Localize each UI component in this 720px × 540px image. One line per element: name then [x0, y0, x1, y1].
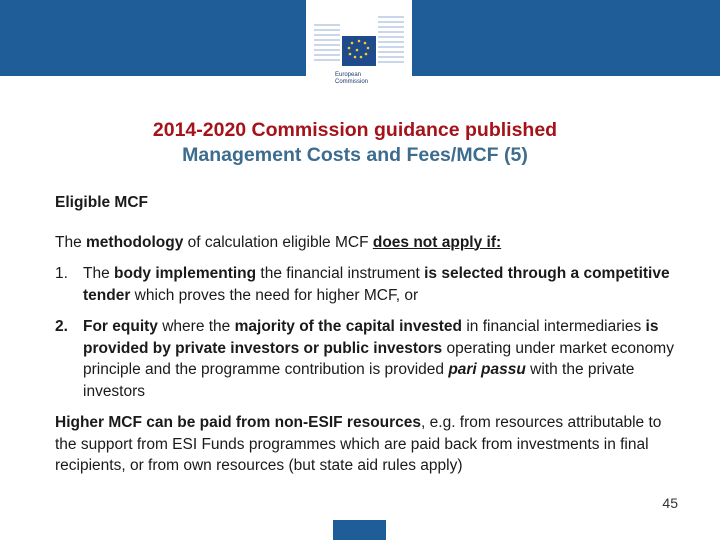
item-bold: majority of the capital invested [234, 318, 463, 335]
intro-paragraph [55, 232, 685, 254]
logo-line-2: Commission [335, 79, 369, 85]
item-text: operating under market economy principle and the programme contribution is provided [83, 339, 674, 378]
intro-text: of calculation eligible MCF [183, 233, 373, 251]
list-item [55, 316, 685, 402]
list-item [55, 263, 685, 306]
item-bold-italic: pari passu [448, 361, 526, 378]
intro-bold-methodology: methodology [86, 233, 184, 251]
item-bold: body implementing [114, 265, 257, 282]
closing-bold: Higher MCF can be paid from non-ESIF resources [55, 414, 422, 431]
section-heading: Eligible MCF [55, 194, 148, 211]
list-number: 2. [55, 318, 68, 335]
footer-flag [333, 520, 386, 540]
page-number: 45 [662, 495, 678, 511]
item-bold: is selected through a competitive tender [83, 265, 670, 304]
condition-list [55, 263, 685, 402]
item-bold: is provided by private investors or public investors [83, 318, 659, 357]
item-text: which proves the need for higher MCF, or [130, 286, 419, 304]
logo-line-1: European [335, 72, 362, 78]
title-line-1: 2014-2020 Commission guidance published [152, 119, 558, 141]
commission-logo [306, 0, 412, 100]
intro-text: The [55, 233, 87, 251]
item-text: with the private investors [83, 361, 635, 400]
item-text: in financial intermediaries [462, 318, 646, 335]
list-number: 1. [55, 265, 68, 282]
commission-building-icon [312, 6, 406, 68]
closing-paragraph [55, 412, 685, 477]
item-text: where the [157, 318, 235, 335]
title-line-2: Management Costs and Fees/MCF (5) [182, 144, 528, 166]
intro-bold-underline: does not apply if: [372, 233, 502, 251]
item-text: The [83, 265, 115, 282]
item-text: the financial instrument [256, 265, 425, 282]
item-bold: For equity [83, 318, 158, 335]
slide-title [0, 118, 710, 168]
slide-body [55, 192, 685, 477]
closing-text: , e.g. from resources attributable to the support from ESI Funds programmes which are paid back from investments in final recipients, or from own resources (but state aid rules apply) [55, 414, 662, 474]
logo-label [335, 72, 368, 86]
